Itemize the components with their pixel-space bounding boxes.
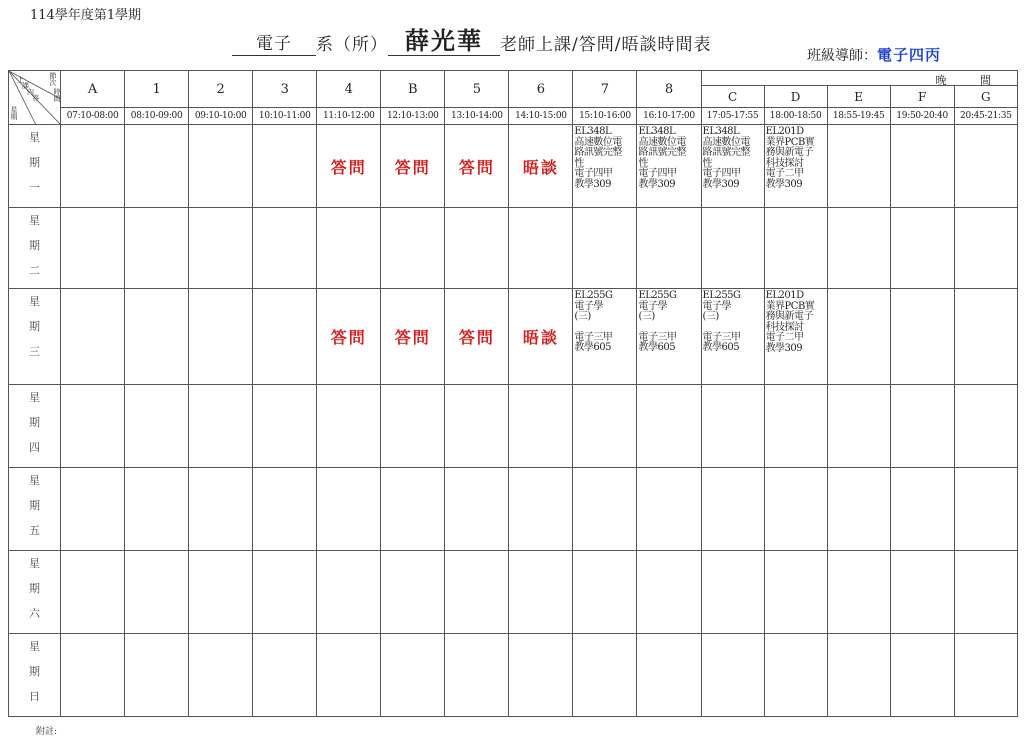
- schedule-cell: [890, 125, 954, 208]
- schedule-cell: [764, 125, 827, 208]
- course-line: (三): [638, 311, 655, 322]
- evening-label-left: 晚: [935, 74, 947, 87]
- period-header-f: F: [890, 86, 954, 108]
- department-suffix: 系（所）: [316, 35, 388, 55]
- schedule-cell: [509, 385, 573, 468]
- period-time: 20:45-21:35: [954, 108, 1017, 125]
- department-name: 電子: [232, 33, 316, 56]
- schedule-cell: [61, 289, 125, 385]
- weekday-char: 星: [29, 131, 41, 144]
- period-time: 07:10-08:00: [61, 108, 125, 125]
- schedule-cell: [509, 208, 573, 289]
- course-line: 電子二甲: [765, 332, 804, 343]
- course-line: 電子學: [574, 300, 603, 312]
- schedule-cell: [827, 385, 890, 468]
- evening-header: [701, 71, 1017, 86]
- schedule-table: [8, 70, 1018, 717]
- course-line: 路訊號完整: [702, 147, 751, 158]
- schedule-cell: [509, 125, 573, 208]
- schedule-cell: [445, 289, 509, 385]
- schedule-cell: [573, 634, 637, 717]
- period-header-8: 8: [637, 71, 701, 108]
- office-hours-mark: 答問: [330, 157, 367, 177]
- course-line: 教學309: [638, 178, 676, 190]
- period-time: 10:10-11:00: [253, 108, 317, 125]
- period-header-5: 5: [445, 71, 509, 108]
- period-time: 16:10-17:00: [637, 108, 701, 125]
- schedule-cell: [701, 208, 764, 289]
- schedule-cell: [637, 125, 701, 208]
- period-header-2: 2: [189, 71, 253, 108]
- course-line: 教學605: [638, 342, 676, 353]
- schedule-cell: [827, 289, 890, 385]
- weekday-char: 星: [29, 295, 41, 308]
- schedule-cell: [381, 468, 445, 551]
- schedule-cell: [445, 551, 509, 634]
- schedule-cell: [827, 208, 890, 289]
- schedule-cell: [637, 208, 701, 289]
- weekday-label: [9, 551, 61, 634]
- consultation-mark: 晤談: [522, 328, 559, 347]
- schedule-cell: [954, 468, 1017, 551]
- period-time: 15:10-16:00: [573, 108, 637, 125]
- class-mentor: [807, 44, 941, 65]
- schedule-cell: [381, 634, 445, 717]
- period-header-1: 1: [125, 71, 189, 108]
- schedule-cell: [381, 551, 445, 634]
- schedule-cell: [253, 551, 317, 634]
- corner-label-period: 節 次: [49, 72, 57, 87]
- course-line: [703, 323, 764, 333]
- schedule-cell: [890, 468, 954, 551]
- schedule-cell: [61, 468, 125, 551]
- course-line: 電子四甲: [702, 168, 741, 179]
- schedule-cell: [827, 551, 890, 634]
- weekday-char: 日: [29, 690, 41, 703]
- weekday-char: 一: [29, 181, 41, 194]
- schedule-cell: [61, 551, 125, 634]
- term-label: 114學年度第1學期: [30, 8, 142, 23]
- period-header-g: G: [954, 86, 1017, 108]
- schedule-cell: [764, 208, 827, 289]
- schedule-cell: [701, 551, 764, 634]
- schedule-cell: [189, 125, 253, 208]
- course-line: 高速數位電: [574, 136, 622, 148]
- period-time: 19:50-20:40: [890, 108, 954, 125]
- page-title: [232, 26, 711, 56]
- course-entry: [637, 289, 700, 354]
- schedule-cell: [637, 289, 701, 385]
- weekday-char: 期: [29, 665, 41, 678]
- schedule-cell: [61, 385, 125, 468]
- course-line: 路訊號完整: [574, 147, 622, 158]
- schedule-cell: [509, 634, 573, 717]
- schedule-cell: [827, 468, 890, 551]
- schedule-cell: [890, 385, 954, 468]
- weekday-label: [9, 468, 61, 551]
- course-line: 電子學: [638, 300, 667, 312]
- weekday-char: 星: [29, 557, 41, 570]
- schedule-cell: [764, 634, 827, 717]
- day-row: [9, 208, 1018, 289]
- schedule-cell: [890, 551, 954, 634]
- period-time: 18:55-19:45: [827, 108, 890, 125]
- office-hours-mark: 答問: [394, 157, 431, 177]
- schedule-cell: [61, 208, 125, 289]
- course-line: 高速數位電: [638, 136, 686, 148]
- schedule-cell: [253, 385, 317, 468]
- course-line: EL348L: [574, 126, 612, 137]
- schedule-cell: [764, 385, 827, 468]
- period-header-c: C: [701, 86, 764, 108]
- schedule-cell: [827, 125, 890, 208]
- course-line: 務與新電子: [765, 311, 814, 322]
- schedule-cell: [125, 289, 189, 385]
- schedule-cell: [509, 289, 573, 385]
- weekday-label: [9, 634, 61, 717]
- schedule-cell: [573, 289, 637, 385]
- schedule-cell: [189, 385, 253, 468]
- course-line: 科技探討: [765, 157, 804, 169]
- course-entry: [573, 125, 636, 190]
- course-line: EL255G: [574, 290, 613, 301]
- schedule-cell: [954, 385, 1017, 468]
- course-line: [638, 323, 700, 333]
- schedule-cell: [445, 208, 509, 289]
- schedule-cell: [381, 125, 445, 208]
- footnote: 附註:: [36, 727, 58, 737]
- period-time: 17:05-17:55: [701, 108, 764, 125]
- weekday-label: [9, 385, 61, 468]
- day-row: [9, 551, 1018, 634]
- period-header-e: E: [827, 86, 890, 108]
- schedule-cell: [701, 634, 764, 717]
- schedule-cell: [509, 551, 573, 634]
- weekday-char: 期: [29, 416, 41, 429]
- schedule-cell: [125, 125, 189, 208]
- course-line: 路訊號完整: [638, 147, 686, 158]
- course-line: 性: [702, 157, 713, 169]
- course-line: EL348L: [638, 126, 676, 137]
- period-time: 08:10-09:00: [125, 108, 189, 125]
- schedule-cell: [189, 208, 253, 289]
- schedule-cell: [890, 289, 954, 385]
- schedule-cell: [445, 125, 509, 208]
- schedule-cell: [317, 634, 381, 717]
- course-entry: [765, 289, 827, 354]
- schedule-cell: [125, 385, 189, 468]
- corner-label-time: 時 間: [53, 88, 61, 103]
- period-header-7: 7: [573, 71, 637, 108]
- mentor-label: 班級導師：: [807, 48, 877, 64]
- weekday-char: 星: [29, 391, 41, 404]
- schedule-cell: [317, 208, 381, 289]
- schedule-cell: [381, 385, 445, 468]
- period-header-3: 3: [253, 71, 317, 108]
- schedule-cell: [573, 468, 637, 551]
- course-line: EL255G: [638, 290, 677, 301]
- period-header-d: D: [764, 86, 827, 108]
- period-header-6: 6: [509, 71, 573, 108]
- course-line: EL255G: [702, 290, 741, 301]
- period-time: 11:10-12:00: [317, 108, 381, 125]
- schedule-cell: [125, 634, 189, 717]
- course-line: (三): [702, 311, 719, 322]
- schedule-cell: [637, 551, 701, 634]
- day-row: [9, 385, 1018, 468]
- office-hours-mark: 答問: [330, 328, 367, 347]
- course-line: 性: [638, 157, 648, 169]
- schedule-cell: [890, 208, 954, 289]
- schedule-cell: [317, 468, 381, 551]
- course-line: 教學605: [574, 342, 612, 353]
- consultation-mark: 晤談: [522, 157, 559, 177]
- weekday-label: [9, 289, 61, 385]
- schedule-cell: [125, 468, 189, 551]
- schedule-cell: [573, 125, 637, 208]
- schedule-cell: [317, 385, 381, 468]
- teacher-name: 薛光華: [388, 27, 500, 56]
- course-line: 務與新電子: [765, 147, 814, 158]
- schedule-cell: [827, 634, 890, 717]
- period-header-b: B: [381, 71, 445, 108]
- period-time: 18:00-18:50: [764, 108, 827, 125]
- schedule-cell: [509, 468, 573, 551]
- course-entry: [637, 125, 700, 190]
- period-time: 13:10-14:00: [445, 108, 509, 125]
- schedule-cell: [317, 125, 381, 208]
- office-hours-mark: 答問: [394, 328, 431, 347]
- course-entry: [765, 125, 827, 190]
- schedule-cell: [445, 468, 509, 551]
- course-line: 電子三甲: [638, 331, 677, 343]
- weekday-label: [9, 208, 61, 289]
- schedule-cell: [253, 208, 317, 289]
- schedule-cell: [890, 634, 954, 717]
- course-line: 電子四甲: [574, 168, 613, 179]
- weekday-char: 二: [29, 264, 41, 277]
- period-time: 14:10-15:00: [509, 108, 573, 125]
- day-row: [9, 289, 1018, 385]
- office-hours-mark: 答問: [458, 328, 495, 347]
- schedule-cell: [381, 208, 445, 289]
- schedule-cell: [701, 289, 764, 385]
- schedule-cell: [253, 468, 317, 551]
- weekday-char: 四: [29, 441, 41, 454]
- schedule-cell: [954, 125, 1017, 208]
- schedule-cell: [701, 468, 764, 551]
- schedule-cell: [954, 208, 1017, 289]
- course-line: 電子四甲: [638, 168, 677, 179]
- weekday-char: 三: [29, 345, 41, 358]
- weekday-char: 星: [29, 474, 41, 487]
- period-header-a: A: [61, 71, 125, 108]
- weekday-char: 六: [29, 607, 41, 620]
- schedule-cell: [637, 634, 701, 717]
- schedule-cell: [445, 634, 509, 717]
- course-line: 業界PCB實: [765, 300, 815, 312]
- course-line: 教學309: [765, 178, 803, 190]
- schedule-cell: [573, 385, 637, 468]
- course-line: 業界PCB實: [765, 136, 815, 148]
- office-hours-mark: 答問: [458, 157, 495, 177]
- course-line: 電子二甲: [765, 168, 804, 179]
- course-line: 教學605: [702, 342, 740, 353]
- weekday-char: 期: [29, 499, 41, 512]
- schedule-cell: [381, 289, 445, 385]
- weekday-char: 星: [29, 640, 41, 653]
- course-entry: [702, 125, 764, 190]
- course-line: 科技探討: [765, 321, 804, 333]
- weekday-label: [9, 125, 61, 208]
- schedule-cell: [573, 551, 637, 634]
- schedule-cell: [764, 551, 827, 634]
- schedule-cell: [701, 125, 764, 208]
- schedule-cell: [189, 289, 253, 385]
- schedule-cell: [701, 385, 764, 468]
- schedule-cell: [637, 385, 701, 468]
- schedule-cell: [954, 289, 1017, 385]
- title-suffix: 老師上課/答問/晤談時間表: [500, 35, 712, 55]
- course-line: [574, 323, 636, 333]
- weekday-char: 五: [29, 524, 41, 537]
- weekday-char: 期: [29, 156, 41, 169]
- table-corner-cell: 節 次 時 間 上 課 內 容 星 期: [9, 71, 61, 125]
- course-line: 教學309: [574, 178, 612, 190]
- schedule-cell: [61, 125, 125, 208]
- course-line: 電子學: [702, 300, 732, 312]
- course-line: EL348L: [702, 126, 740, 137]
- period-time: 09:10-10:00: [189, 108, 253, 125]
- course-line: 電子三甲: [702, 331, 741, 343]
- schedule-cell: [125, 551, 189, 634]
- schedule-cell: [317, 289, 381, 385]
- schedule-cell: [317, 551, 381, 634]
- schedule-cell: [764, 289, 827, 385]
- course-line: 性: [574, 157, 584, 169]
- course-entry: [573, 289, 636, 354]
- mentor-value: 電子四丙: [877, 46, 942, 64]
- schedule-cell: [954, 551, 1017, 634]
- weekday-char: 星: [29, 214, 41, 227]
- corner-label-weekday: 星 期: [10, 106, 18, 121]
- course-line: 教學309: [702, 178, 740, 190]
- weekday-char: 期: [29, 320, 41, 333]
- weekday-char: 期: [29, 582, 41, 595]
- schedule-cell: [125, 208, 189, 289]
- day-row: [9, 634, 1018, 717]
- schedule-cell: [253, 289, 317, 385]
- course-line: 高速數位電: [702, 136, 751, 148]
- weekday-char: 期: [29, 239, 41, 252]
- course-line: (三): [574, 311, 591, 322]
- period-time: 12:10-13:00: [381, 108, 445, 125]
- schedule-cell: [253, 634, 317, 717]
- day-row: [9, 125, 1018, 208]
- course-line: 教學309: [765, 342, 803, 354]
- course-line: 電子三甲: [574, 331, 613, 343]
- schedule-cell: [954, 634, 1017, 717]
- schedule-cell: [573, 208, 637, 289]
- schedule-cell: [61, 634, 125, 717]
- course-entry: [702, 289, 764, 354]
- schedule-cell: [445, 385, 509, 468]
- day-row: [9, 468, 1018, 551]
- course-line: EL201D: [765, 290, 804, 301]
- course-line: EL201D: [765, 126, 804, 137]
- schedule-cell: [189, 551, 253, 634]
- schedule-cell: [764, 468, 827, 551]
- schedule-cell: [253, 125, 317, 208]
- evening-label-right: 間: [980, 74, 991, 87]
- period-header-4: 4: [317, 71, 381, 108]
- schedule-cell: [189, 634, 253, 717]
- schedule-cell: [637, 468, 701, 551]
- schedule-cell: [189, 468, 253, 551]
